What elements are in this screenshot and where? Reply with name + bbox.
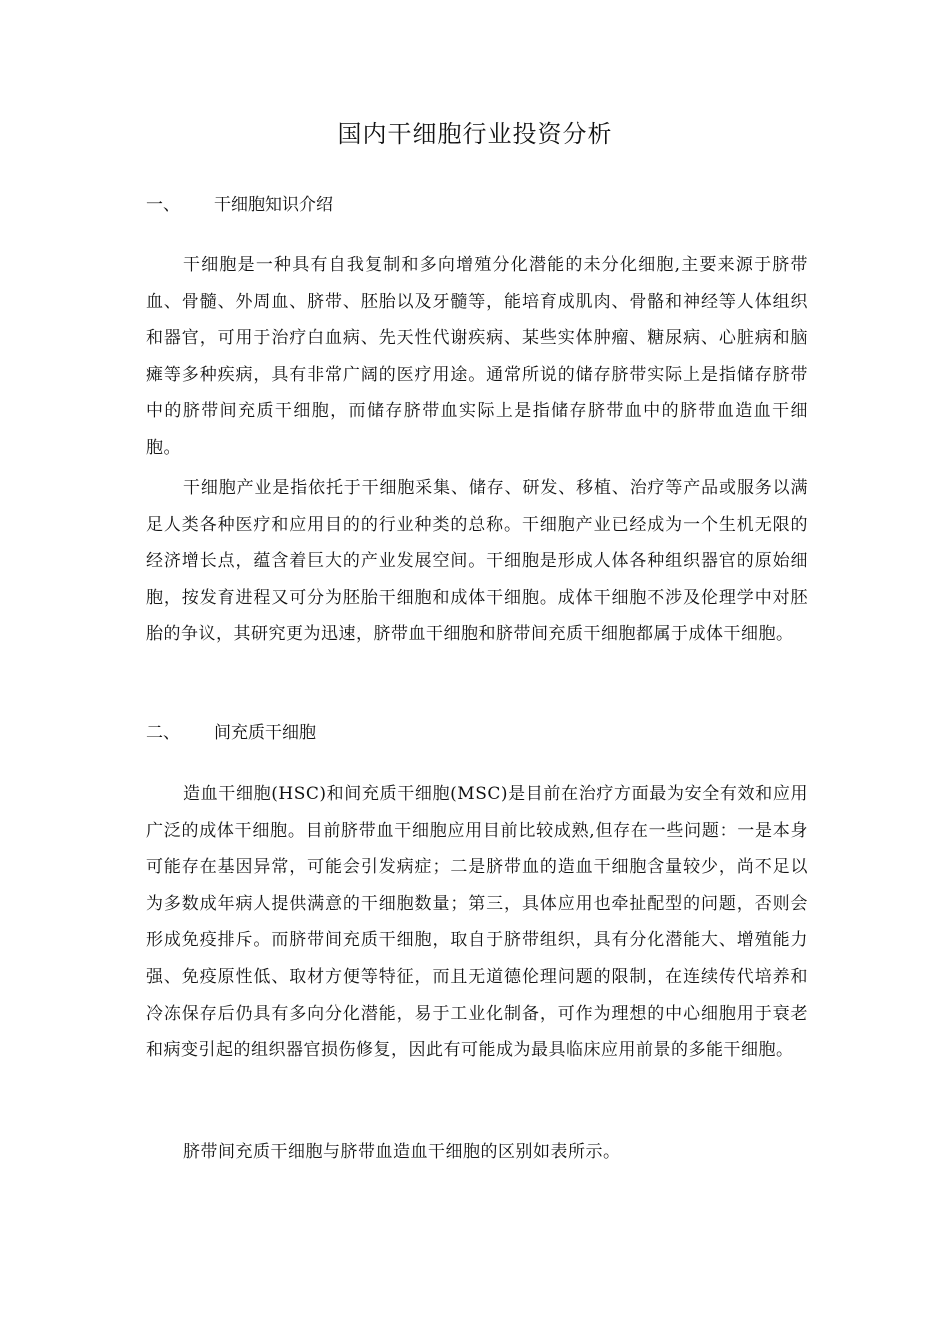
paragraph-stem-cell-intro: 干细胞是一种具有自我复制和多向增殖分化潜能的未分化细胞,主要来源于脐带血、骨髓、外周血、脐带、胚胎以及牙髓等，能培育成肌肉、骨骼和神经等人体组织和器官，可用于治疗白血病、先天性代谢疾病、某些实体肿瘤、糖尿病、心脏病和脑瘫等多种疾病，具有非常广阔的医疗用途。通常所说的储存脐带实际上是指储存脐带中的脐带间充质干细胞，而储存脐带血实际上是指储存脐带血中的脐带血造血干细胞。 xyxy=(146,255,808,458)
paragraph-table-reference: 脐带间充质干细胞与脐带血造血干细胞的区别如表所示。 xyxy=(183,1142,621,1162)
paragraph-msc-comparison: 造血干细胞(HSC)和间充质干细胞(MSC)是目前在治疗方面最为安全有效和应用广泛的成体干细胞。目前脐带血干细胞应用目前比较成熟,但存在一些问题：一是本身可能存在基因异常，可能会引发病症；二是脐带血的造血干细胞含量较少，尚不足以为多数成年病人提供满意的干细胞数量；第三，具体应用也牵扯配型的问题，否则会形成免疫排斥。而脐带间充质干细胞，取自于脐带组织，具有分化潜能大、增殖能力强、免疫原性低、取材方便等特征，而且无道德伦理问题的限制，在连续传代培养和冷冻保存后仍具有多向分化潜能，易于工业化制备，可作为理想的中心细胞用于衰老和病变引起的组织器官损伤修复，因此有可能成为最具临床应用前景的多能干细胞。 xyxy=(146,784,808,1061)
section-heading-1 xyxy=(146,193,806,217)
section-heading-text-2: 间充质干细胞 xyxy=(214,723,316,743)
section-heading-2 xyxy=(146,721,806,745)
section-heading-text-1: 干细胞知识介绍 xyxy=(214,195,333,215)
document-title: 国内干细胞行业投资分析 xyxy=(337,120,613,148)
section-number-1: 一、 xyxy=(146,195,180,215)
paragraph-stem-cell-industry: 干细胞产业是指依托于干细胞采集、储存、研发、移植、治疗等产品或服务以满足人类各种医疗和应用目的的行业种类的总称。干细胞产业已经成为一个生机无限的经济增长点，蕴含着巨大的产业发展空间。干细胞是形成人体各种组织器官的原始细胞，按发育进程又可分为胚胎干细胞和成体干细胞。成体干细胞不涉及伦理学中对胚胎的争议，其研究更为迅速，脐带血干细胞和脐带间充质干细胞都属于成体干细胞。 xyxy=(146,478,808,645)
section-number-2: 二、 xyxy=(146,723,180,743)
